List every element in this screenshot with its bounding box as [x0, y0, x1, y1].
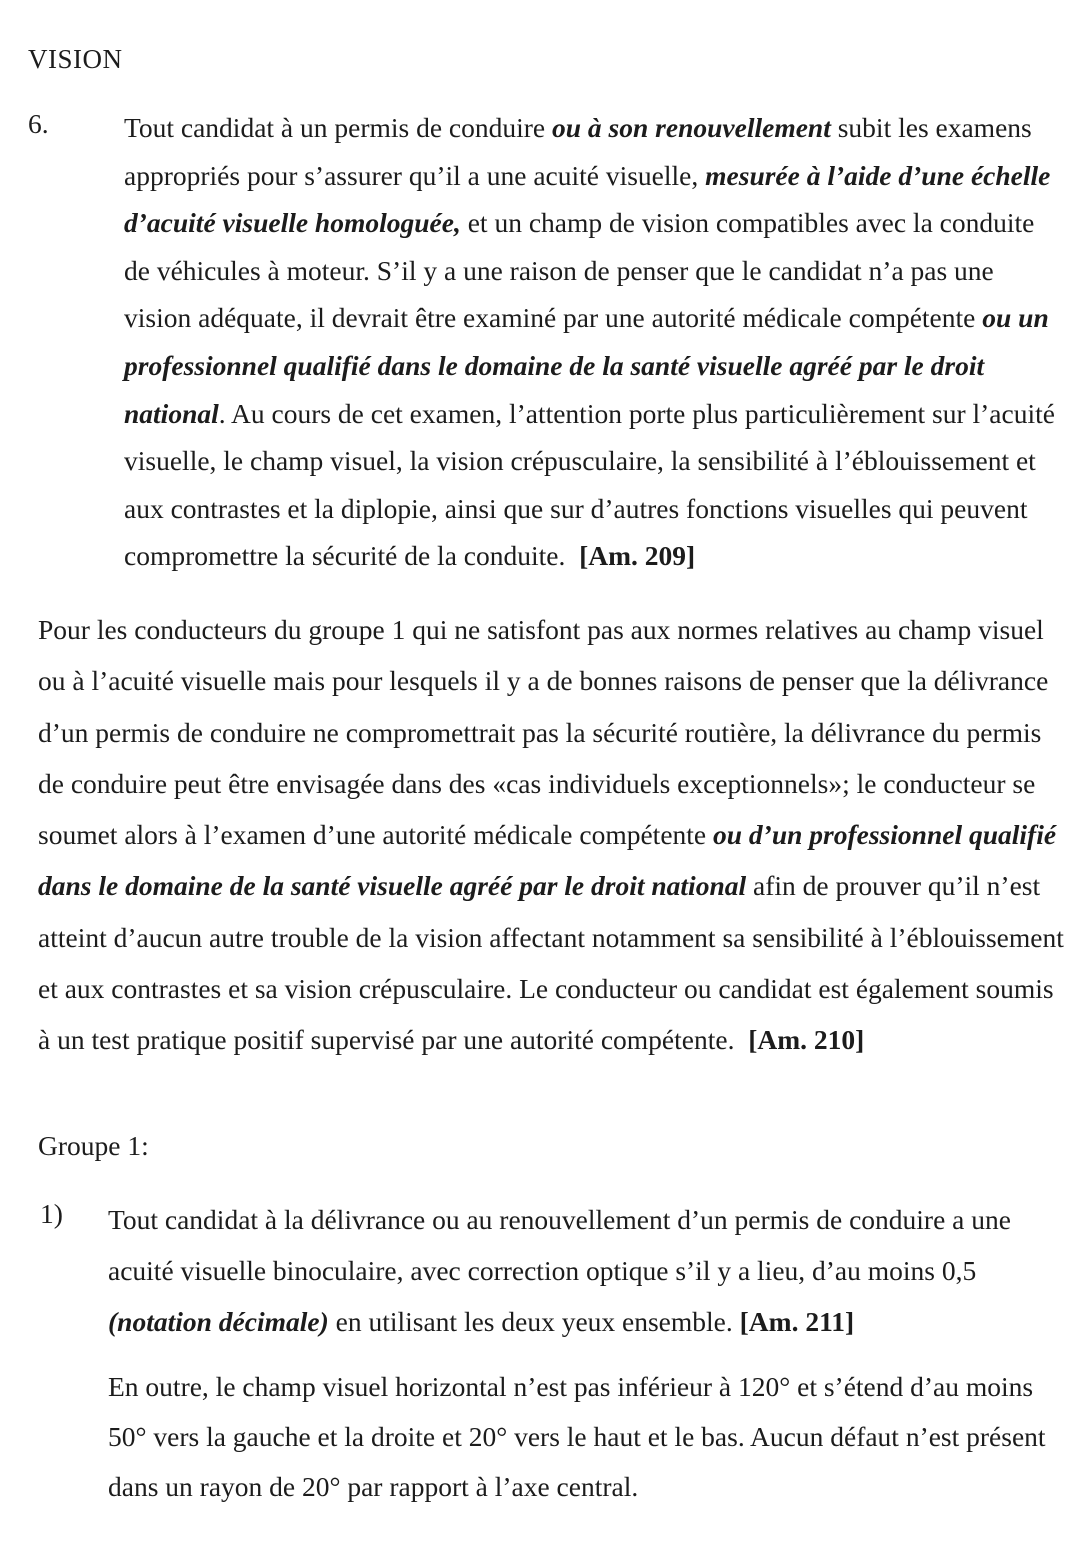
- item-6-amended-text-2: mesurée à l’aide d’une échelle d’acuité visuelle homologuée,: [124, 159, 1051, 239]
- item-6-text-2: subit les examens appropriés pour s’assurer qu’il a une acuité visuelle,: [124, 112, 1032, 191]
- para2-amended-text: ou d’un professionnel qualifié dans le domaine de la santé visuelle agréé par le droit national: [38, 819, 1057, 902]
- group-1-heading: Groupe 1:: [38, 1130, 149, 1161]
- amendment-209: [Am. 209]: [579, 540, 696, 572]
- amendment-211: [Am. 211]: [739, 1306, 855, 1337]
- item-1-visual-field-paragraph: En outre, le champ visuel horizontal n’est pas inférieur à 120° et s’étend d’au moins 50° vers la gauche et la droite et 20° vers le haut et le bas. Aucun défaut n’est présent dans un rayon de 20° par rapport à l’axe central.: [108, 1371, 1046, 1502]
- para2-text-2: afin de prouver qu’il n’est atteint d’aucun autre trouble de la vision affectant notamment sa sensibilité à l’éblouissement et aux contrastes et sa vision crépusculaire. Le conducteur ou candidat est également soumis à un test pratique positif supervisé par une autorité compétente.: [38, 870, 1064, 1056]
- amendment-210: [Am. 210]: [748, 1024, 865, 1056]
- item-1-amended-text: (notation décimale): [108, 1306, 329, 1337]
- item-6-text-3: et un champ de vision compatibles avec la conduite de véhicules à moteur. S’il y a une raison de penser que le candidat n’a pas une vision adéquate, il devrait être examiné par une autorité médicale compétente: [124, 207, 1035, 334]
- item-6-number: 6.: [28, 108, 49, 139]
- exceptional-cases-paragraph: [38, 604, 1066, 1066]
- item-6-amended-text-1: ou à son renouvellement: [552, 112, 831, 143]
- para2-text-1: Pour les conducteurs du groupe 1 qui ne satisfont pas aux normes relatives au champ visuel ou à l’acuité visuelle mais pour lesquels il y a de bonnes raisons de penser que la délivrance d’un permis de conduire ne compromettrait pas la sécurité routière, la délivrance du permis de conduire peut être envisagée dans des «cas individuels exceptionnels»; le conducteur se soumet alors à l’examen d’une autorité médicale compétente: [38, 614, 1049, 851]
- item-1-paragraph: [108, 1194, 1066, 1347]
- item-1-number: 1): [40, 1198, 63, 1229]
- item-6-amended-text-3: ou un professionnel qualifié dans le domaine de la santé visuelle agréé par le droit national: [124, 302, 1049, 429]
- item-1-text-2: en utilisant les deux yeux ensemble.: [328, 1306, 733, 1337]
- item-6-paragraph: [124, 104, 1066, 580]
- item-6-text-1: Tout candidat à un permis de conduire: [124, 112, 553, 143]
- item-6-text-4: . Au cours de cet examen, l’attention porte plus particulièrement sur l’acuité visuelle, le champ visuel, la vision crépusculaire, la sensibilité à l’éblouissement et aux contrastes et la diplopie, ainsi que sur d’autres fonctions visuelles qui peuvent compromettre la sécurité de la conduite.: [124, 397, 1055, 572]
- section-heading: VISION: [28, 44, 123, 74]
- item-1-text-1: Tout candidat à la délivrance ou au renouvellement d’un permis de conduire a une acuité visuelle binoculaire, avec correction optique s’il y a lieu, d’au moins 0,5: [108, 1204, 1011, 1286]
